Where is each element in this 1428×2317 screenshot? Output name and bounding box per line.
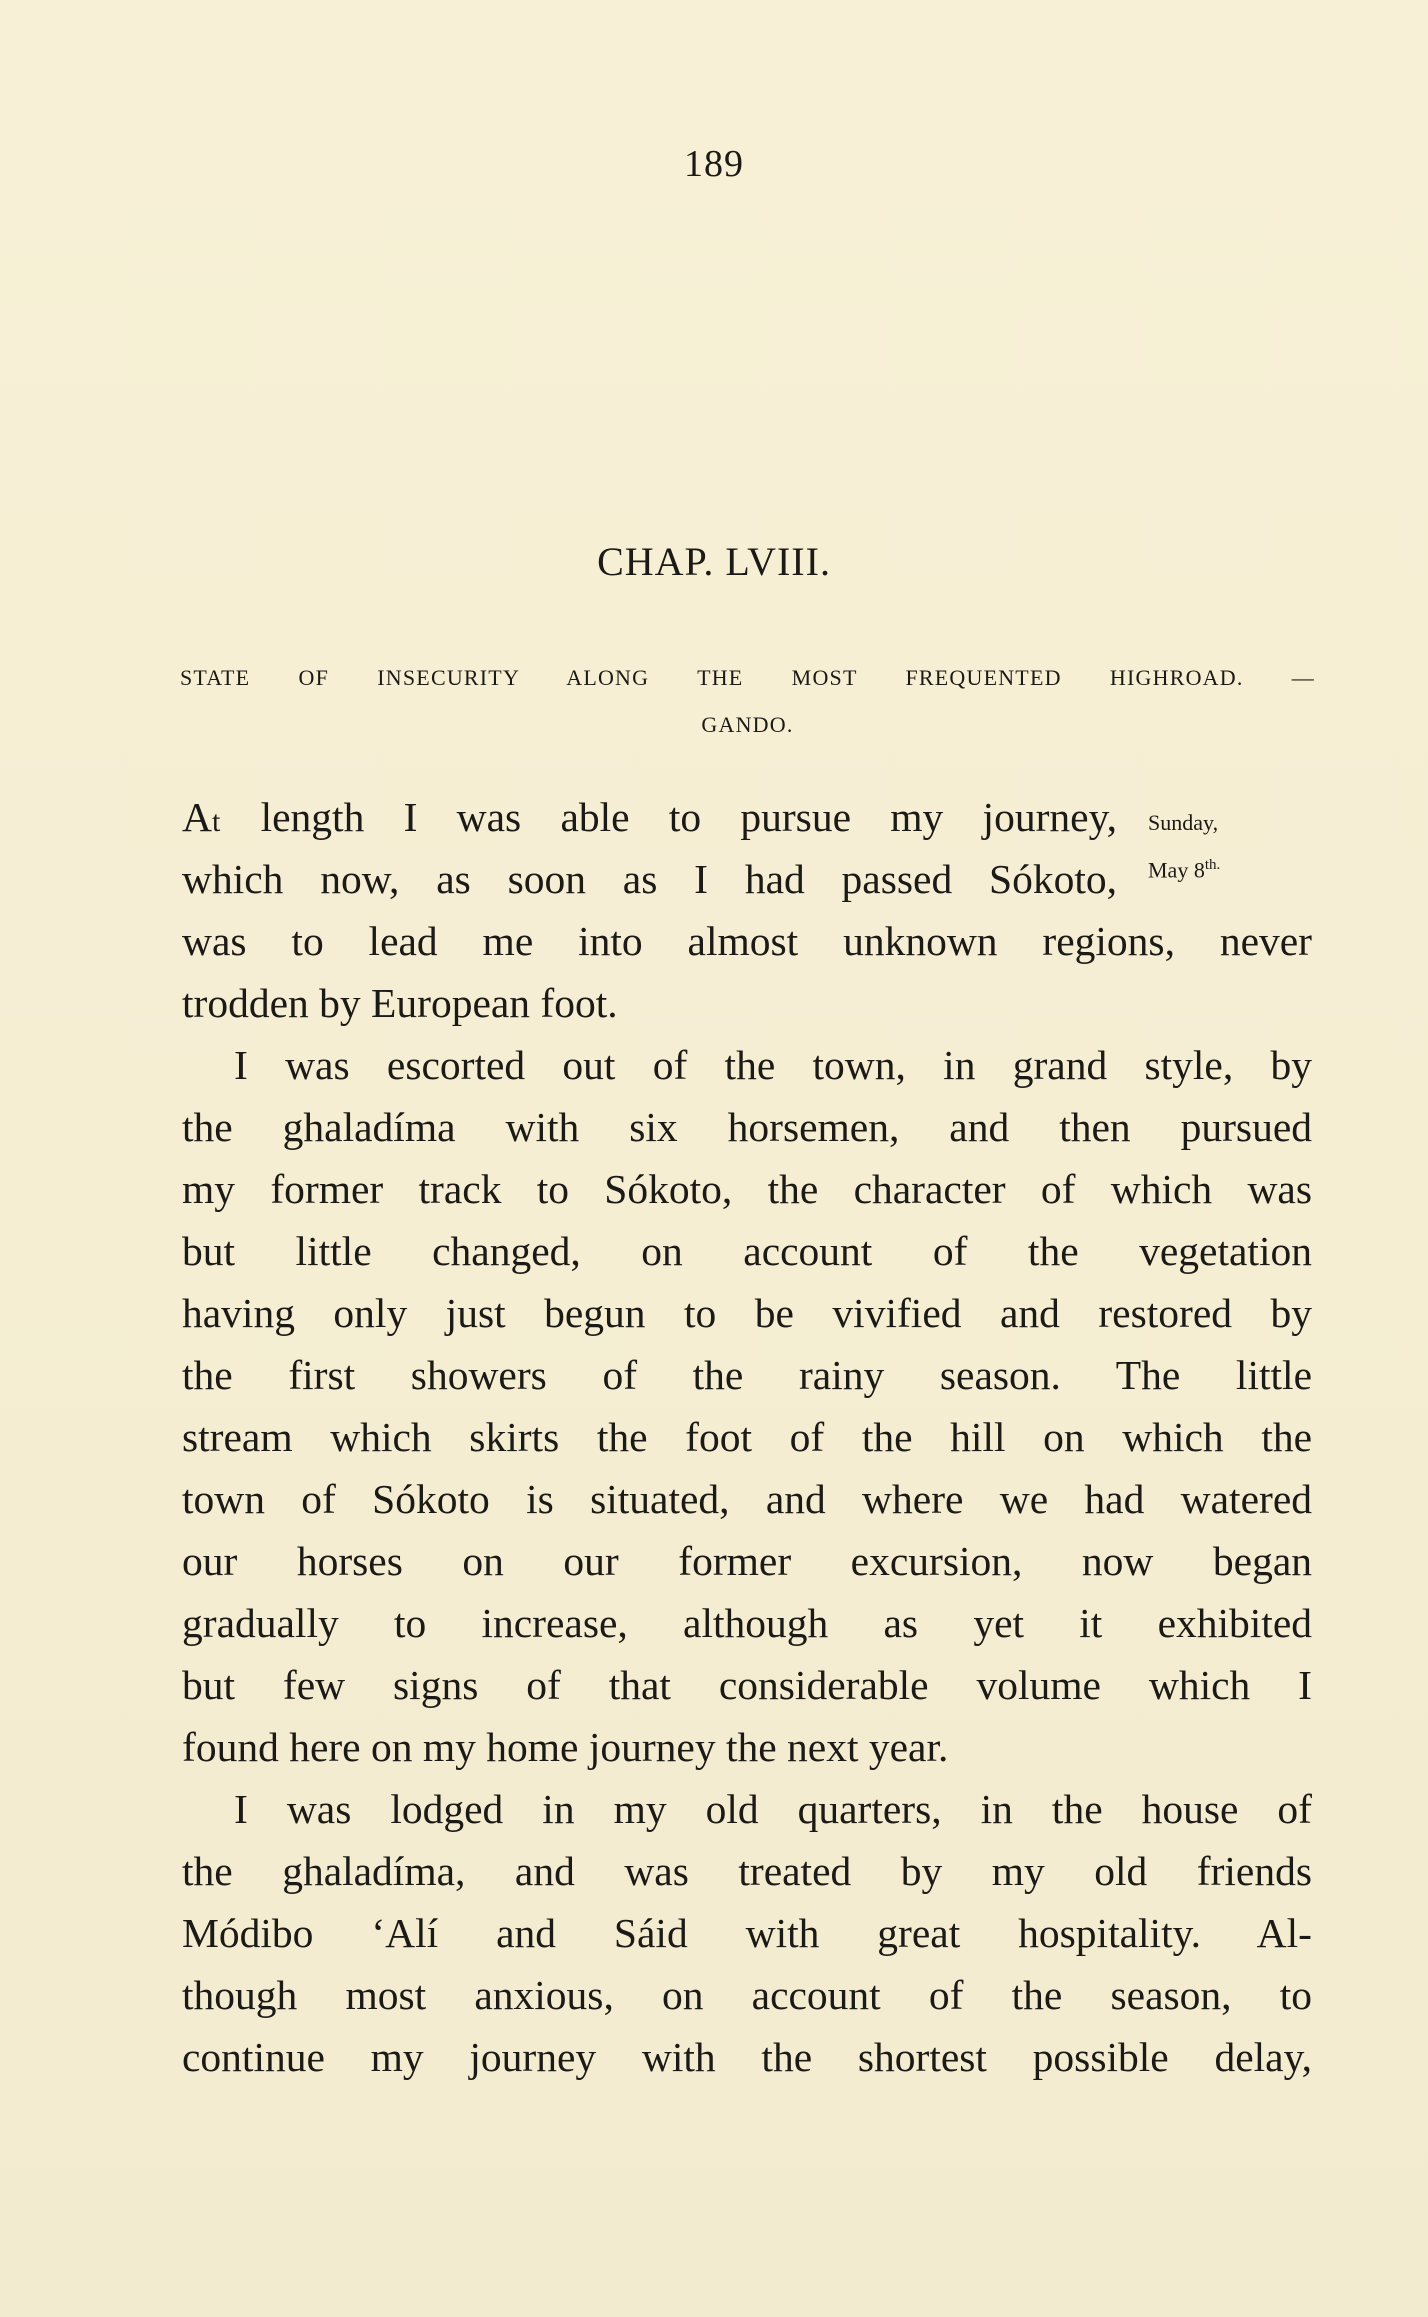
paragraph-2-line-3: my former track to Sókoto, the character of which was <box>182 1166 1312 1212</box>
paragraph-3-line-3: Módibo ‘Alí and Sáid with great hospitality. Al- <box>182 1910 1312 1956</box>
paragraph-2-line-1: I was escorted out of the town, in grand style, by <box>234 1042 1312 1088</box>
paragraph-2-line-2: the ghaladíma with six horsemen, and then pursued <box>182 1104 1312 1150</box>
paragraph-3-line-2: the ghaladíma, and was treated by my old friends <box>182 1848 1312 1894</box>
chapter-summary-line-1: STATE OF INSECURITY ALONG THE MOST FREQUENTED HIGHROAD. — <box>180 665 1315 690</box>
paragraph-2-line-4: but little changed, on account of the vegetation <box>182 1228 1312 1274</box>
paragraph-2-line-11: but few signs of that considerable volume which I <box>182 1662 1312 1708</box>
margin-note-date-suffix: th. <box>1204 857 1221 873</box>
paragraph-1-line-1-text: length I was able to pursue my journey, <box>221 794 1117 840</box>
small-cap-rest: t <box>211 805 222 838</box>
paragraph-1-line-1 <box>182 786 1117 848</box>
margin-note-day: Sunday, <box>1148 810 1219 835</box>
paragraph-2-line-7: stream which skirts the foot of the hill on which the <box>182 1414 1312 1460</box>
paragraph-2-line-12: found here on my home journey the next year. <box>182 1724 949 1770</box>
chapter-summary <box>180 654 1315 748</box>
paragraph-1-line-2: which now, as soon as I had passed Sókoto, <box>182 856 1117 902</box>
chapter-summary-line-2: GANDO. <box>701 712 794 737</box>
paragraph-2-line-6: the first showers of the rainy season. The little <box>182 1352 1312 1398</box>
paragraph-3-line-1: I was lodged in my old quarters, in the house of <box>234 1786 1312 1832</box>
drop-cap-first-letter: A <box>182 794 212 840</box>
paragraph-2-line-5: having only just begun to be vivified and restored by <box>182 1290 1312 1336</box>
paragraph-1-line-4: trodden by European foot. <box>182 980 618 1026</box>
paragraph-2-line-9: our horses on our former excursion, now began <box>182 1538 1312 1584</box>
paragraph-1-line-3: was to lead me into almost unknown regions, never <box>182 918 1312 964</box>
chapter-title: CHAP. LVIII. <box>597 539 831 584</box>
body-text <box>182 786 1312 2088</box>
paragraph-3-line-4: though most anxious, on account of the season, to <box>182 1972 1312 2018</box>
margin-note-date-main: May 8 <box>1148 857 1205 883</box>
paragraph-2-line-10: gradually to increase, although as yet it exhibited <box>182 1600 1312 1646</box>
page-number: 189 <box>684 143 744 185</box>
paragraph-2-line-8: town of Sókoto is situated, and where we had watered <box>182 1476 1312 1522</box>
paragraph-3-line-5: continue my journey with the shortest possible delay, <box>182 2034 1312 2080</box>
